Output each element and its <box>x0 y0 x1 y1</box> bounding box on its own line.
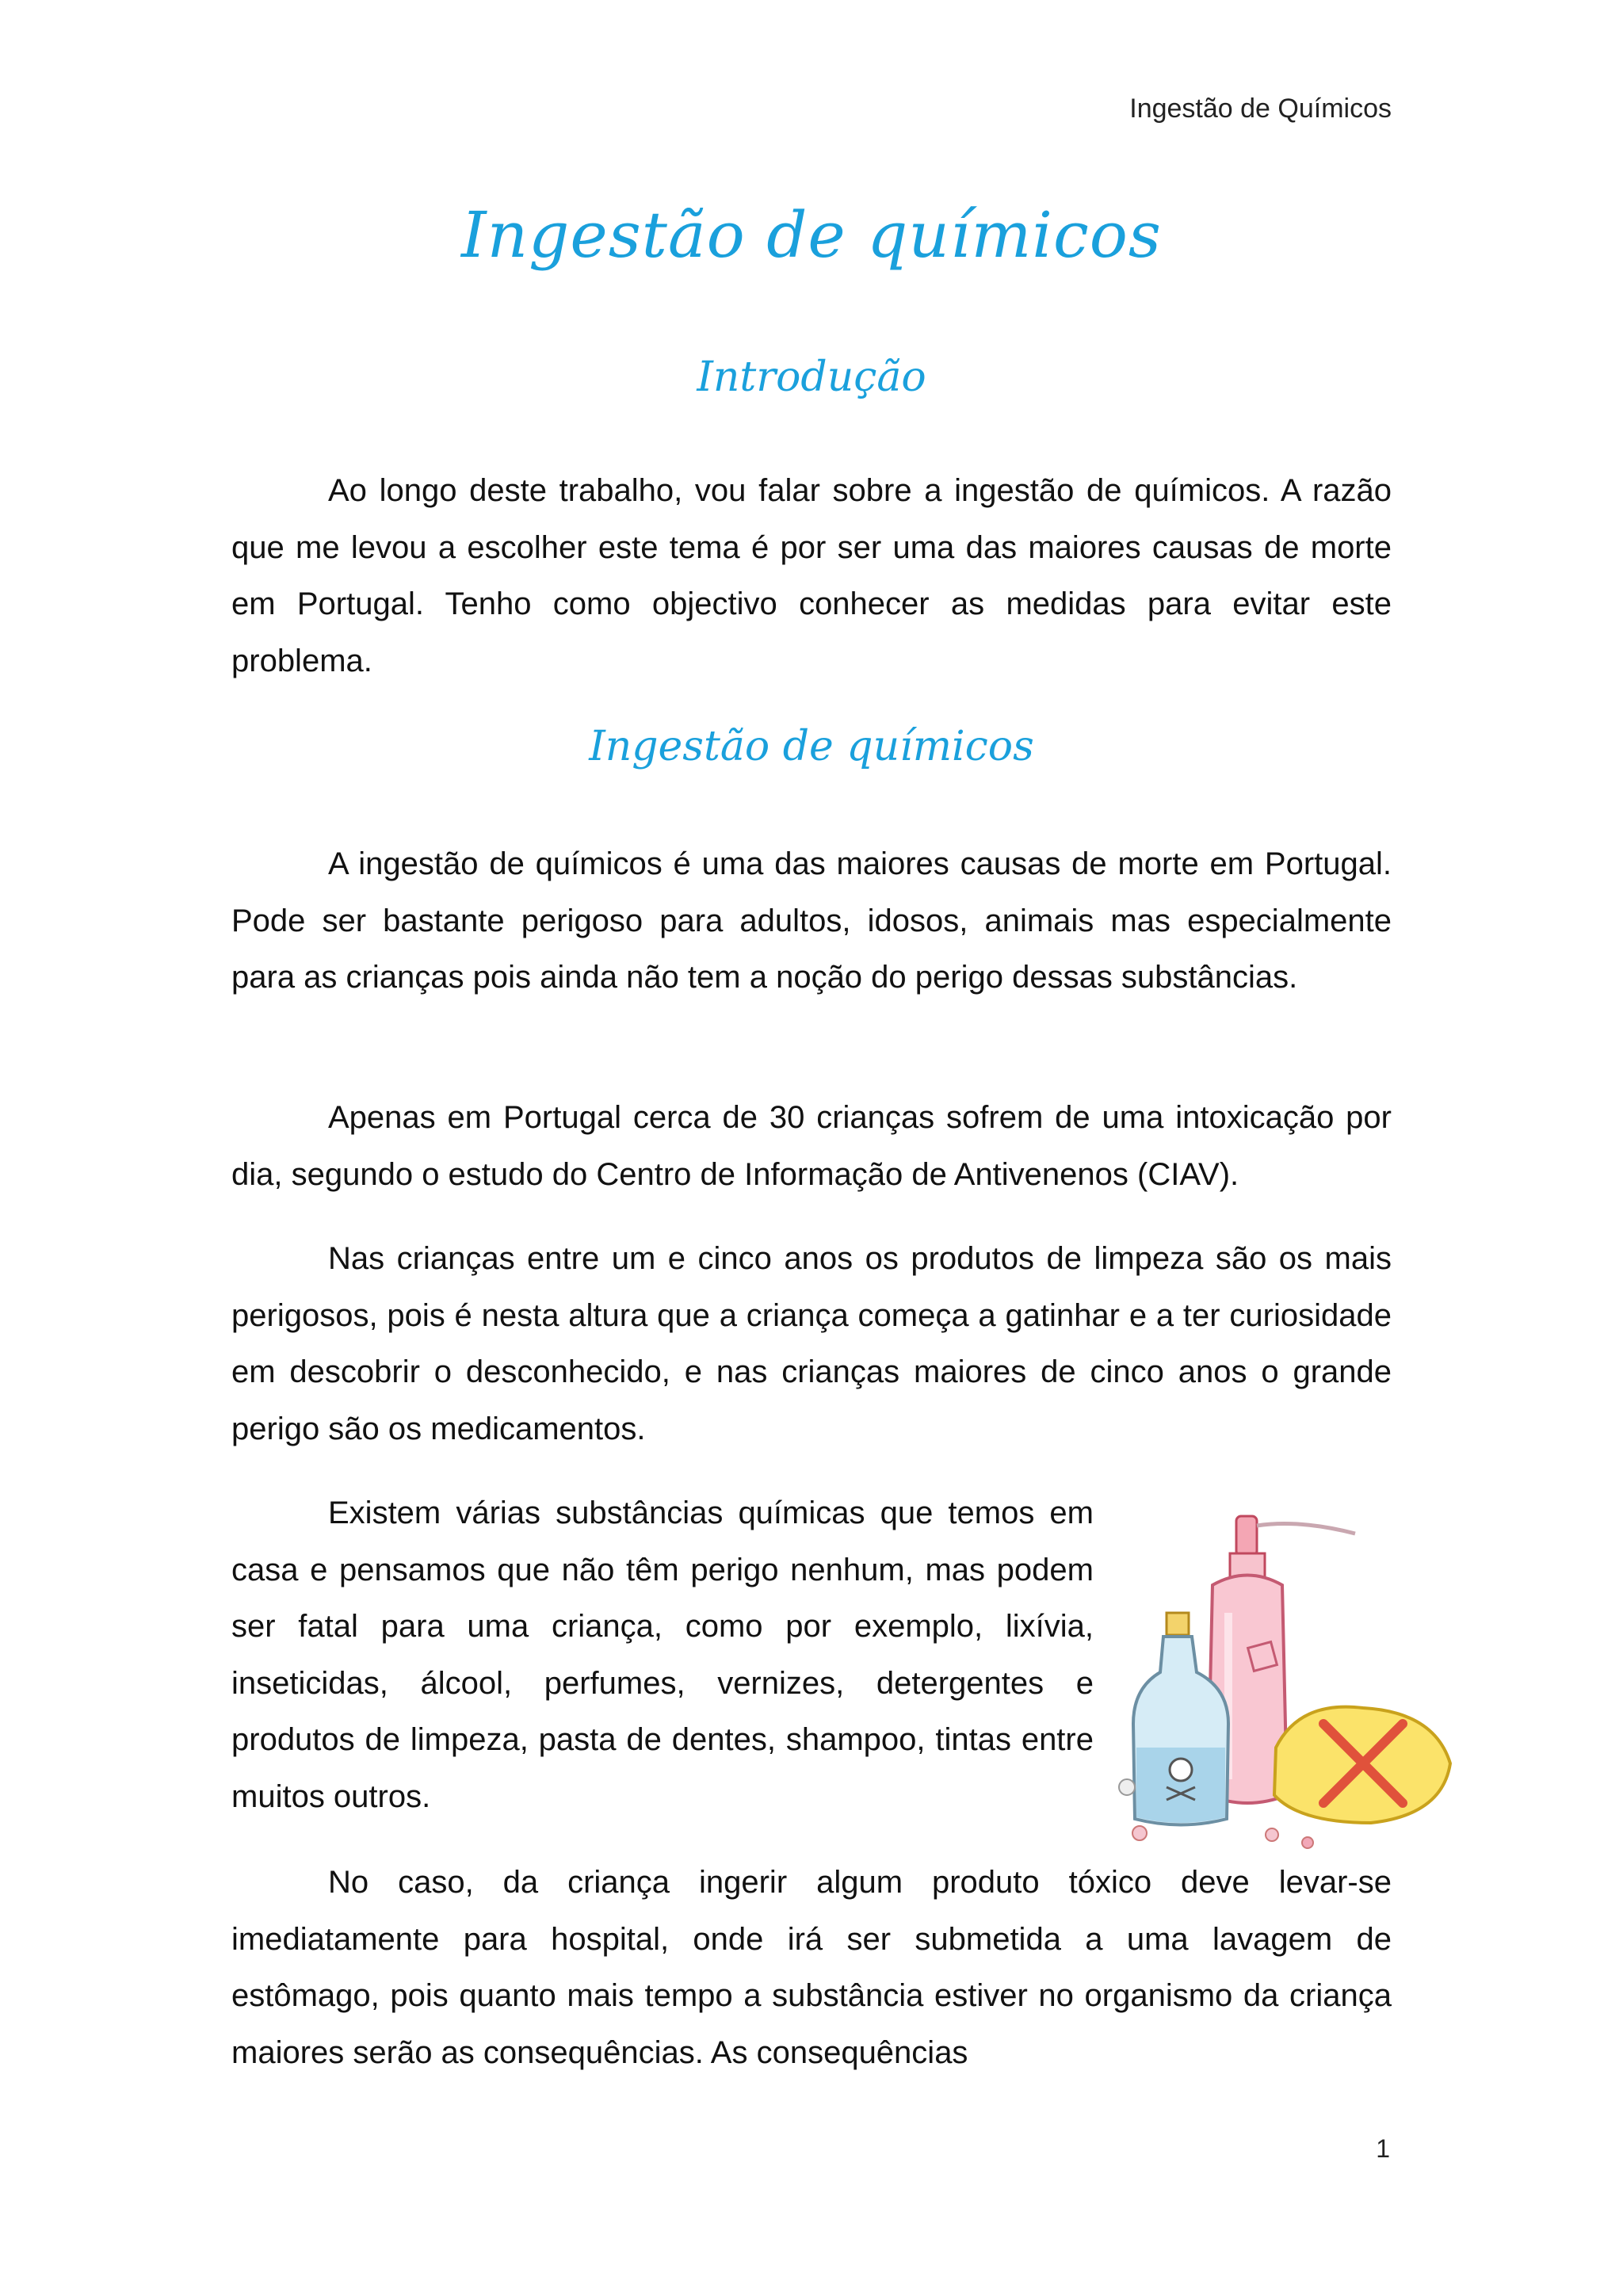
page-number: 1 <box>1376 2134 1390 2163</box>
body-paragraph-3: Nas crianças entre um e cinco anos os produtos de limpeza são os mais perigosos, pois é nesta altura que a criança começa a gatinhar e a ter curiosidade em descobrir o desconhecido, e nas crianças maiores de cinco anos o grande perigo são os medicamentos. <box>231 1241 1392 1446</box>
pill-icon <box>1119 1779 1135 1795</box>
body-paragraph-1: A ingestão de químicos é uma das maiores causas de morte em Portugal. Pode ser bastante perigoso para adultos, idosos, animais mas especialmente para as crianças pois ainda não tem a noção do perigo dessas substâncias. <box>231 846 1392 995</box>
skull-icon <box>1170 1759 1192 1781</box>
intro-paragraph: Ao longo deste trabalho, vou falar sobre a ingestão de químicos. A razão que me levou a escolher este tema é por ser uma das maiores causas de morte em Portugal. Tenho como objectivo conhecer as medidas para evitar este problema. <box>231 473 1392 678</box>
document-title: Ingestão de químicos <box>461 198 1162 272</box>
running-header: Ingestão de Químicos <box>1129 94 1392 124</box>
body-paragraph-2: Apenas em Portugal cerca de 30 crianças sofrem de uma intoxicação por dia, segundo o estudo do Centro de Informação de Antivenenos (CIAV). <box>231 1100 1392 1192</box>
chemicals-illustration <box>1117 1510 1466 1859</box>
section-heading-introducao: Introdução <box>697 353 926 401</box>
chemicals-illustration-svg <box>1117 1510 1466 1859</box>
spray-nozzle-icon <box>1236 1516 1257 1556</box>
body-paragraph-5: No caso, da criança ingerir algum produto tóxico deve levar-se imediatamente para hospital, onde irá ser submetida a uma lavagem de estômago, pois quanto mais tempo a substância estiver no organismo da criança maiores serão as consequências. As consequências <box>231 1865 1392 2070</box>
bottle-cork-icon <box>1167 1613 1189 1635</box>
body-paragraph-4: Existem várias substâncias químicas que temos em casa e pensamos que não têm perigo nenhum, mas podem ser fatal para uma criança, como por exemplo, lixívia, inseticidas, álcool, perfumes, vernizes, detergentes e produtos de limpeza, pasta de dentes, shampoo, tintas entre muitos outros. <box>231 1496 1094 1814</box>
section-heading-ingestao: Ingestão de químicos <box>589 723 1034 770</box>
